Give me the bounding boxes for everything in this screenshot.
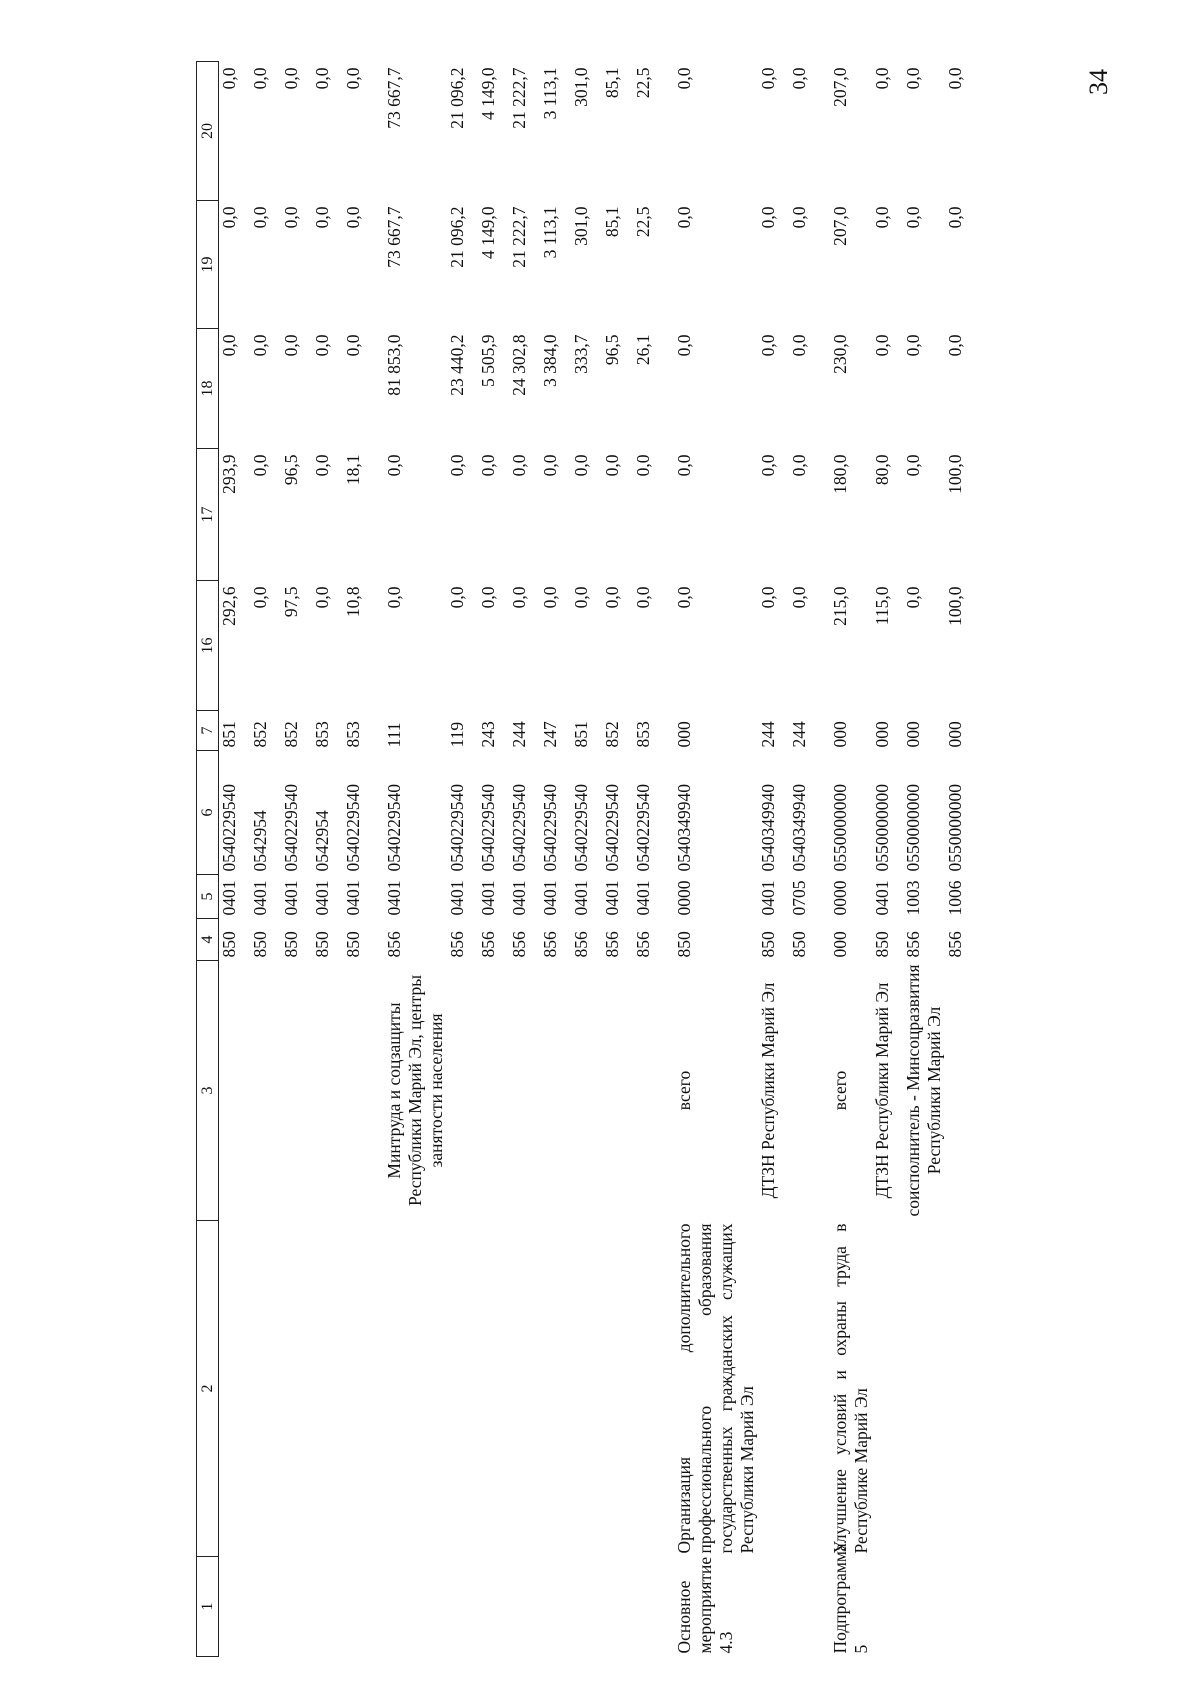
value-20: 21 096,2	[447, 67, 467, 129]
executor	[509, 961, 540, 1221]
row-label	[509, 1557, 540, 1657]
gr-code: 856	[384, 931, 404, 958]
description	[903, 1221, 945, 1557]
table-row	[312, 62, 343, 1657]
csr-code: 0540229540	[633, 784, 653, 872]
description	[343, 1221, 374, 1557]
vr-code: 119	[447, 721, 467, 748]
table-row	[250, 62, 281, 1657]
value-18: 96,5	[602, 334, 622, 366]
value-16: 0,0	[903, 586, 923, 609]
value-18: 3 384,0	[540, 334, 560, 387]
table-row	[945, 62, 976, 1657]
value-16: 292,6	[219, 586, 239, 626]
col-header: 6	[197, 751, 219, 875]
gr-code: 856	[447, 931, 467, 958]
rz-code: 0705	[789, 880, 809, 916]
value-17: 18,1	[343, 454, 363, 486]
value-16: 0,0	[789, 586, 809, 609]
value-19: 0,0	[789, 206, 809, 229]
rz-code: 0401	[478, 880, 498, 916]
gr-code: 850	[789, 931, 809, 958]
table-row	[602, 62, 633, 1657]
table-row	[758, 62, 789, 1657]
value-19: 21 096,2	[447, 206, 467, 268]
value-19: 0,0	[312, 206, 332, 229]
rz-code: 0401	[509, 880, 529, 916]
executor: всего	[674, 1070, 694, 1111]
value-18: 0,0	[312, 334, 332, 357]
value-17: 0,0	[447, 454, 467, 477]
value-16: 0,0	[384, 586, 404, 609]
value-20: 0,0	[674, 67, 694, 90]
description	[384, 1221, 447, 1557]
value-18: 23 440,2	[447, 334, 467, 396]
executor: всего	[830, 1070, 850, 1111]
executor: ДТЗН Республики Марий Эл	[872, 982, 892, 1199]
description	[571, 1221, 602, 1557]
row-label	[571, 1557, 602, 1657]
value-17: 0,0	[312, 454, 332, 477]
value-16: 0,0	[633, 586, 653, 609]
value-17: 0,0	[758, 454, 778, 477]
value-18: 0,0	[758, 334, 778, 357]
col-header: 7	[197, 711, 219, 751]
table-row	[219, 62, 251, 1657]
value-20: 0,0	[945, 67, 965, 90]
description	[509, 1221, 540, 1557]
csr-code: 0550000000	[872, 784, 892, 872]
gr-code: 856	[602, 931, 622, 958]
csr-code: 0540229540	[602, 784, 622, 872]
description	[945, 1221, 976, 1557]
gr-code: 856	[633, 931, 653, 958]
col-header: 5	[197, 875, 219, 919]
value-16: 10,8	[343, 586, 363, 618]
gr-code: 856	[903, 931, 923, 958]
value-20: 0,0	[789, 67, 809, 90]
value-18: 0,0	[872, 334, 892, 357]
value-17: 0,0	[571, 454, 591, 477]
rz-code: 0401	[281, 880, 301, 916]
table-row	[447, 62, 478, 1657]
rz-code: 0401	[571, 880, 591, 916]
rz-code: 0401	[872, 880, 892, 916]
table-row	[571, 62, 602, 1657]
csr-code: 0540349940	[789, 784, 809, 872]
value-17: 80,0	[872, 454, 892, 486]
value-18: 81 853,0	[384, 334, 404, 396]
description: Организация дополнительного профессионального образования государственных гражданских служащих Республики Марий Эл	[674, 1223, 757, 1554]
row-label	[903, 1557, 945, 1657]
value-20: 0,0	[250, 67, 270, 90]
rz-code: 0401	[219, 880, 239, 916]
vr-code: 000	[830, 721, 850, 748]
row-spacer	[664, 62, 674, 1657]
value-19: 0,0	[872, 206, 892, 229]
page-number: 34	[1084, 69, 1113, 95]
executor	[789, 961, 820, 1221]
col-header: 20	[197, 62, 219, 201]
value-17: 0,0	[250, 454, 270, 477]
row-label	[312, 1557, 343, 1657]
executor: ДТЗН Республики Марий Эл	[758, 982, 778, 1199]
value-19: 85,1	[602, 206, 622, 238]
value-20: 207,0	[830, 67, 850, 107]
value-17: 180,0	[830, 454, 850, 494]
gr-code: 850	[281, 931, 301, 958]
value-16: 0,0	[602, 586, 622, 609]
executor	[540, 961, 571, 1221]
col-header: 1	[197, 1557, 219, 1657]
value-17: 0,0	[674, 454, 694, 477]
table-row	[343, 62, 374, 1657]
vr-code: 852	[281, 721, 301, 748]
value-16: 97,5	[281, 586, 301, 618]
value-20: 0,0	[872, 67, 892, 90]
value-19: 4 149,0	[478, 206, 498, 259]
value-18: 0,0	[343, 334, 363, 357]
table-row	[509, 62, 540, 1657]
value-16: 0,0	[571, 586, 591, 609]
description	[872, 1221, 903, 1557]
description	[540, 1221, 571, 1557]
value-18: 0,0	[250, 334, 270, 357]
vr-code: 000	[872, 721, 892, 748]
row-spacer	[374, 62, 384, 1657]
col-header: 2	[197, 1221, 219, 1557]
value-20: 0,0	[281, 67, 301, 90]
value-17: 0,0	[602, 454, 622, 477]
row-label	[281, 1557, 312, 1657]
value-17: 96,5	[281, 454, 301, 486]
row-label	[602, 1557, 633, 1657]
description	[633, 1221, 664, 1557]
row-label	[872, 1557, 903, 1657]
description	[312, 1221, 343, 1557]
rz-code: 0401	[602, 880, 622, 916]
value-18: 26,1	[633, 334, 653, 366]
value-16: 100,0	[945, 586, 965, 626]
value-18: 0,0	[219, 334, 239, 357]
col-header: 3	[197, 961, 219, 1221]
value-19: 0,0	[758, 206, 778, 229]
value-16: 115,0	[872, 586, 892, 626]
gr-code: 850	[674, 931, 694, 958]
value-18: 0,0	[903, 334, 923, 357]
gr-code: 856	[540, 931, 560, 958]
vr-code: 000	[903, 721, 923, 748]
row-label	[789, 1557, 820, 1657]
budget-table	[196, 61, 976, 1657]
rz-code: 0000	[674, 880, 694, 916]
value-19: 0,0	[250, 206, 270, 229]
executor	[571, 961, 602, 1221]
gr-code: 850	[343, 931, 363, 958]
table-row	[872, 62, 903, 1657]
vr-code: 000	[945, 721, 965, 748]
executor	[633, 961, 664, 1221]
csr-code: 0540229540	[384, 784, 404, 872]
value-19: 0,0	[903, 206, 923, 229]
description	[219, 1221, 251, 1557]
value-17: 293,9	[219, 454, 239, 494]
vr-code: 853	[312, 721, 332, 748]
value-16: 0,0	[312, 586, 332, 609]
value-16: 0,0	[250, 586, 270, 609]
row-label: Основное мероприятие 4.3	[674, 1556, 736, 1654]
col-header: 17	[197, 449, 219, 581]
vr-code: 111	[384, 722, 404, 748]
value-19: 21 222,7	[509, 206, 529, 268]
value-19: 207,0	[830, 206, 850, 246]
csr-code: 0540229540	[343, 784, 363, 872]
value-20: 0,0	[312, 67, 332, 90]
row-label: Подпрограмма 5	[830, 1543, 871, 1654]
csr-code: 0540349940	[758, 784, 778, 872]
value-20: 85,1	[602, 67, 622, 99]
csr-code: 0540229540	[447, 784, 467, 872]
executor	[478, 961, 509, 1221]
header-row	[197, 62, 219, 1657]
row-label	[633, 1557, 664, 1657]
table-row	[281, 62, 312, 1657]
description	[758, 1221, 789, 1557]
gr-code: 856	[945, 931, 965, 958]
table-row	[633, 62, 664, 1657]
csr-code: 0542954	[312, 810, 332, 872]
vr-code: 851	[571, 721, 591, 748]
executor	[281, 961, 312, 1221]
value-20: 0,0	[903, 67, 923, 90]
value-19: 0,0	[219, 206, 239, 229]
csr-code: 0540229540	[219, 784, 239, 872]
value-19: 73 667,7	[384, 206, 404, 268]
row-label	[758, 1557, 789, 1657]
gr-code: 850	[250, 931, 270, 958]
rz-code: 0401	[447, 880, 467, 916]
col-header: 16	[197, 581, 219, 711]
value-20: 22,5	[633, 67, 653, 99]
executor	[602, 961, 633, 1221]
rz-code: 0401	[250, 880, 270, 916]
value-17: 0,0	[509, 454, 529, 477]
value-17: 0,0	[540, 454, 560, 477]
rz-code: 0000	[830, 880, 850, 916]
row-label	[250, 1557, 281, 1657]
value-18: 0,0	[945, 334, 965, 357]
description	[250, 1221, 281, 1557]
csr-code: 0540229540	[540, 784, 560, 872]
table-row	[384, 62, 447, 1657]
executor	[219, 961, 251, 1221]
value-20: 0,0	[219, 67, 239, 90]
row-label	[478, 1557, 509, 1657]
gr-code: 000	[830, 931, 850, 958]
executor	[250, 961, 281, 1221]
gr-code: 850	[312, 931, 332, 958]
vr-code: 244	[509, 721, 529, 748]
vr-code: 851	[219, 721, 239, 748]
value-19: 0,0	[945, 206, 965, 229]
executor	[945, 961, 976, 1221]
value-17: 0,0	[789, 454, 809, 477]
table-row	[540, 62, 571, 1657]
gr-code: 856	[509, 931, 529, 958]
gr-code: 856	[478, 931, 498, 958]
rz-code: 0401	[384, 880, 404, 916]
gr-code: 850	[219, 931, 239, 958]
value-17: 100,0	[945, 454, 965, 494]
vr-code: 852	[602, 721, 622, 748]
csr-code: 0540229540	[571, 784, 591, 872]
value-16: 0,0	[758, 586, 778, 609]
table-row	[478, 62, 509, 1657]
vr-code: 243	[478, 721, 498, 748]
rz-code: 0401	[633, 880, 653, 916]
value-18: 0,0	[789, 334, 809, 357]
vr-code: 247	[540, 721, 560, 748]
description	[447, 1221, 478, 1557]
value-16: 0,0	[478, 586, 498, 609]
row-label	[945, 1557, 976, 1657]
rz-code: 0401	[312, 880, 332, 916]
col-header: 19	[197, 201, 219, 329]
rz-code: 0401	[540, 880, 560, 916]
executor	[447, 961, 478, 1221]
rz-code: 1003	[903, 880, 923, 916]
gr-code: 850	[758, 931, 778, 958]
value-19: 3 113,1	[540, 206, 560, 259]
value-19: 0,0	[674, 206, 694, 229]
description	[789, 1221, 820, 1557]
row-label	[343, 1557, 374, 1657]
value-16: 0,0	[674, 586, 694, 609]
row-label	[447, 1557, 478, 1657]
col-header: 18	[197, 329, 219, 449]
value-16: 215,0	[830, 586, 850, 626]
value-17: 0,0	[903, 454, 923, 477]
value-18: 0,0	[674, 334, 694, 357]
rz-code: 0401	[758, 880, 778, 916]
value-18: 5 505,9	[478, 334, 498, 387]
value-20: 4 149,0	[478, 67, 498, 120]
value-18: 333,7	[571, 334, 591, 374]
col-header: 4	[197, 919, 219, 961]
rz-code: 0401	[343, 880, 363, 916]
description: Улучшение условий и охраны труда в Республике Марий Эл	[830, 1223, 871, 1554]
value-19: 301,0	[571, 206, 591, 246]
vr-code: 853	[343, 721, 363, 748]
rz-code: 1006	[945, 880, 965, 916]
row-label	[540, 1557, 571, 1657]
value-19: 0,0	[281, 206, 301, 229]
executor	[343, 961, 374, 1221]
row-label	[384, 1557, 447, 1657]
csr-code: 0550000000	[903, 784, 923, 872]
csr-code: 0540349940	[674, 784, 694, 872]
table-row	[903, 62, 945, 1657]
table-row	[789, 62, 820, 1657]
csr-code: 0540229540	[509, 784, 529, 872]
table-row	[830, 62, 872, 1657]
vr-code: 852	[250, 721, 270, 748]
executor: Минтруда и соцзащиты Республики Марий Эл, центры занятости населения	[384, 974, 446, 1207]
value-16: 0,0	[509, 586, 529, 609]
value-20: 73 667,7	[384, 67, 404, 129]
vr-code: 000	[674, 721, 694, 748]
vr-code: 244	[789, 721, 809, 748]
vr-code: 244	[758, 721, 778, 748]
value-17: 0,0	[478, 454, 498, 477]
csr-code: 0550000000	[945, 784, 965, 872]
gr-code: 856	[571, 931, 591, 958]
table-row	[674, 62, 758, 1657]
value-16: 0,0	[447, 586, 467, 609]
value-19: 0,0	[343, 206, 363, 229]
description	[602, 1221, 633, 1557]
value-18: 24 302,8	[509, 334, 529, 396]
value-18: 0,0	[281, 334, 301, 357]
row-label	[219, 1557, 251, 1657]
csr-code: 0542954	[250, 810, 270, 872]
value-17: 0,0	[384, 454, 404, 477]
csr-code: 0540229540	[281, 784, 301, 872]
vr-code: 853	[633, 721, 653, 748]
value-17: 0,0	[633, 454, 653, 477]
row-spacer	[820, 62, 830, 1657]
value-20: 0,0	[758, 67, 778, 90]
value-20: 0,0	[343, 67, 363, 90]
executor: соисполнитель - Минсоцразвития Республики Марий Эл	[903, 964, 944, 1217]
gr-code: 850	[872, 931, 892, 958]
value-20: 21 222,7	[509, 67, 529, 129]
value-18: 230,0	[830, 334, 850, 374]
csr-code: 0540229540	[478, 784, 498, 872]
value-20: 301,0	[571, 67, 591, 107]
executor	[312, 961, 343, 1221]
value-16: 0,0	[540, 586, 560, 609]
description	[281, 1221, 312, 1557]
csr-code: 0550000000	[830, 784, 850, 872]
description	[478, 1221, 509, 1557]
value-19: 22,5	[633, 206, 653, 238]
value-20: 3 113,1	[540, 67, 560, 120]
